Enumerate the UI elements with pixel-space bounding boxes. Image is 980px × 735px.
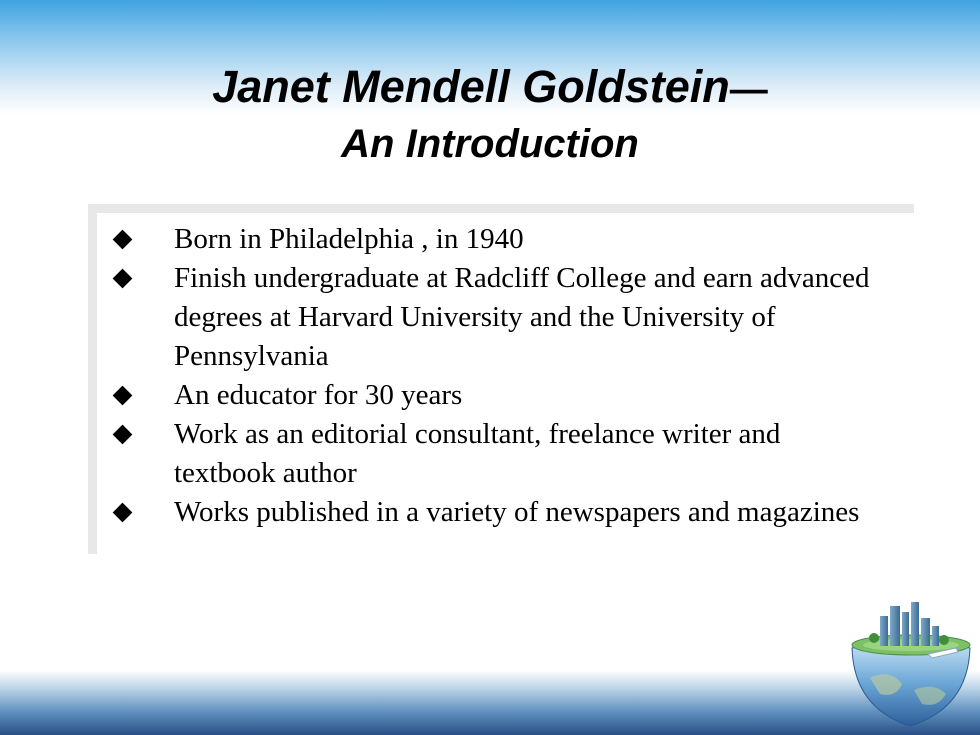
bullet-text: Work as an editorial consultant, freelance writer and textbook author bbox=[174, 418, 781, 489]
diamond-bullet-icon bbox=[113, 425, 133, 445]
bullet-item bbox=[110, 376, 870, 415]
bullet-item bbox=[110, 493, 870, 532]
diamond-bullet-icon bbox=[113, 230, 133, 250]
title-text: Janet Mendell Goldstein bbox=[212, 61, 730, 112]
slide-title bbox=[0, 58, 980, 119]
bullet-item bbox=[110, 415, 870, 493]
bullet-text: Born in Philadelphia , in 1940 bbox=[174, 223, 524, 255]
bullet-text: Finish undergraduate at Radcliff College and earn advanced degrees at Harvard University and the University of Pennsylvania bbox=[174, 262, 870, 372]
bullet-item bbox=[110, 259, 870, 376]
footer-band bbox=[0, 670, 980, 735]
slide-subtitle: An Introduction bbox=[341, 122, 639, 166]
globe-city-icon bbox=[840, 598, 980, 735]
diamond-bullet-icon bbox=[113, 386, 133, 406]
title-block bbox=[0, 58, 980, 169]
diamond-bullet-icon bbox=[113, 503, 133, 523]
bullet-text: Works published in a variety of newspapers and magazines bbox=[174, 496, 860, 528]
bullet-item bbox=[110, 220, 870, 259]
bullet-list bbox=[110, 220, 870, 532]
title-dash: — bbox=[729, 69, 768, 111]
diamond-bullet-icon bbox=[113, 269, 133, 289]
bullet-text: An educator for 30 years bbox=[174, 379, 463, 411]
